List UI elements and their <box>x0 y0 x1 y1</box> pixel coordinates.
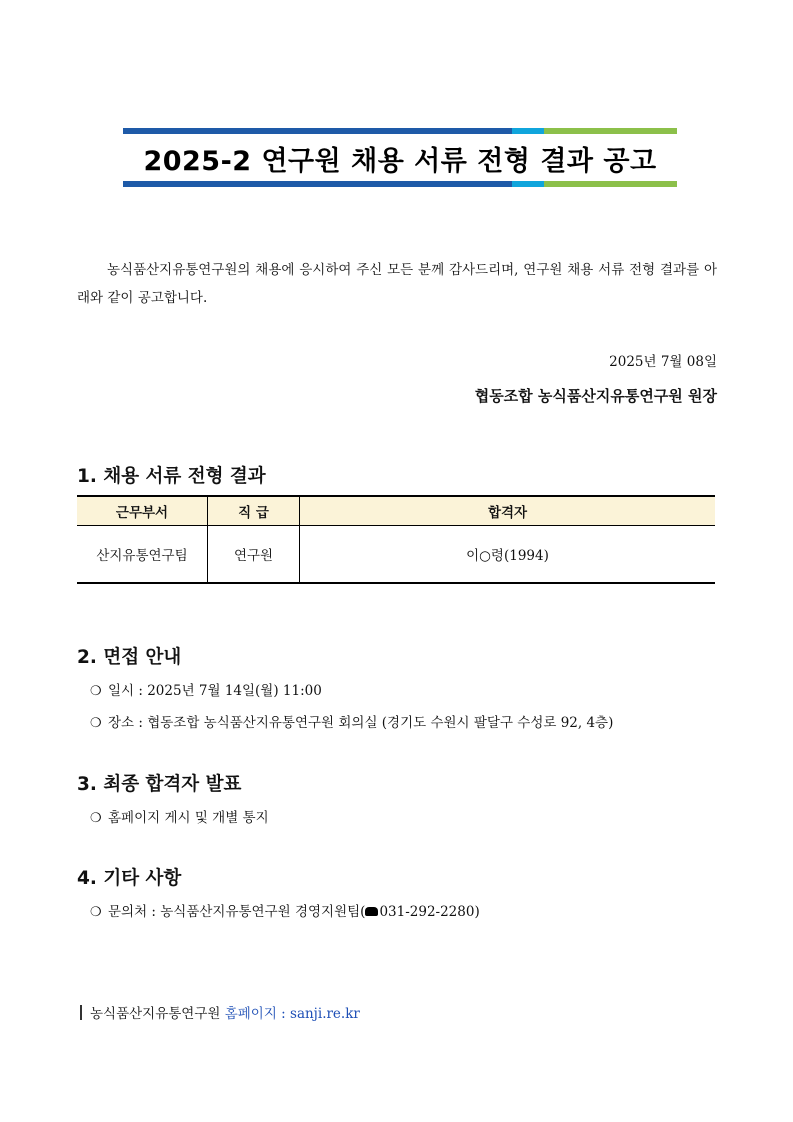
footer-org: 농식품산지유통연구원 <box>90 1006 221 1022</box>
list-item <box>90 806 269 826</box>
final-announcement-method: 홈페이지 게시 및 개별 통지 <box>108 810 269 826</box>
column-header-department: 근무부서 <box>77 496 208 526</box>
bullet-circle-icon: ❍ <box>90 811 102 826</box>
footer <box>80 1002 360 1022</box>
column-header-passer: 합격자 <box>300 496 716 526</box>
bullet-circle-icon: ❍ <box>90 716 102 731</box>
homepage-link[interactable]: sanji.re.kr <box>290 1006 360 1022</box>
list-item <box>90 711 613 731</box>
section-heading-results: 1. 채용 서류 전형 결과 <box>77 466 266 487</box>
table-header-row <box>77 496 715 526</box>
bullet-circle-icon: ❍ <box>90 905 102 920</box>
cell-position: 연구원 <box>208 526 300 584</box>
interview-datetime: 일시 : 2025년 7월 14일(월) 11:00 <box>108 683 322 699</box>
contact-text: 문의처 : 농식품산지유통연구원 경영지원팀( <box>108 904 366 920</box>
footer-divider <box>80 1005 82 1020</box>
section-heading-other: 4. 기타 사항 <box>77 868 182 889</box>
announcement-date: 2025년 7월 08일 <box>609 354 717 370</box>
title-bottom-bar <box>123 181 677 187</box>
bullet-circle-icon: ❍ <box>90 684 102 699</box>
title-banner <box>123 128 677 190</box>
page-title: 2025-2 연구원 채용 서류 전형 결과 공고 <box>143 146 657 177</box>
section-heading-interview: 2. 면접 안내 <box>77 647 182 668</box>
intro-paragraph: 농식품산지유통연구원의 채용에 응시하여 주신 모든 분께 감사드리며, 연구원 채용 서류 전형 결과를 아래와 같이 공고합니다. <box>77 262 717 306</box>
telephone-icon <box>365 907 378 916</box>
list-item <box>90 679 322 699</box>
section-heading-final-announcement: 3. 최종 합격자 발표 <box>77 774 242 795</box>
title-top-bar <box>123 128 677 134</box>
cell-passer: 이○령(1994) <box>300 526 716 584</box>
column-header-position: 직 급 <box>208 496 300 526</box>
interview-location: 장소 : 협동조합 농식품산지유통연구원 회의실 (경기도 수원시 팔달구 수성로 92, 4층) <box>108 715 614 731</box>
table-row <box>77 526 715 584</box>
contact-phone: 031-292-2280) <box>379 904 480 920</box>
issuer-name: 협동조합 농식품산지유통연구원 원장 <box>474 387 717 405</box>
list-item <box>90 900 480 920</box>
footer-homepage-label: 홈페이지 : <box>224 1006 291 1022</box>
results-table <box>77 495 715 584</box>
cell-department: 산지유통연구팀 <box>77 526 208 584</box>
